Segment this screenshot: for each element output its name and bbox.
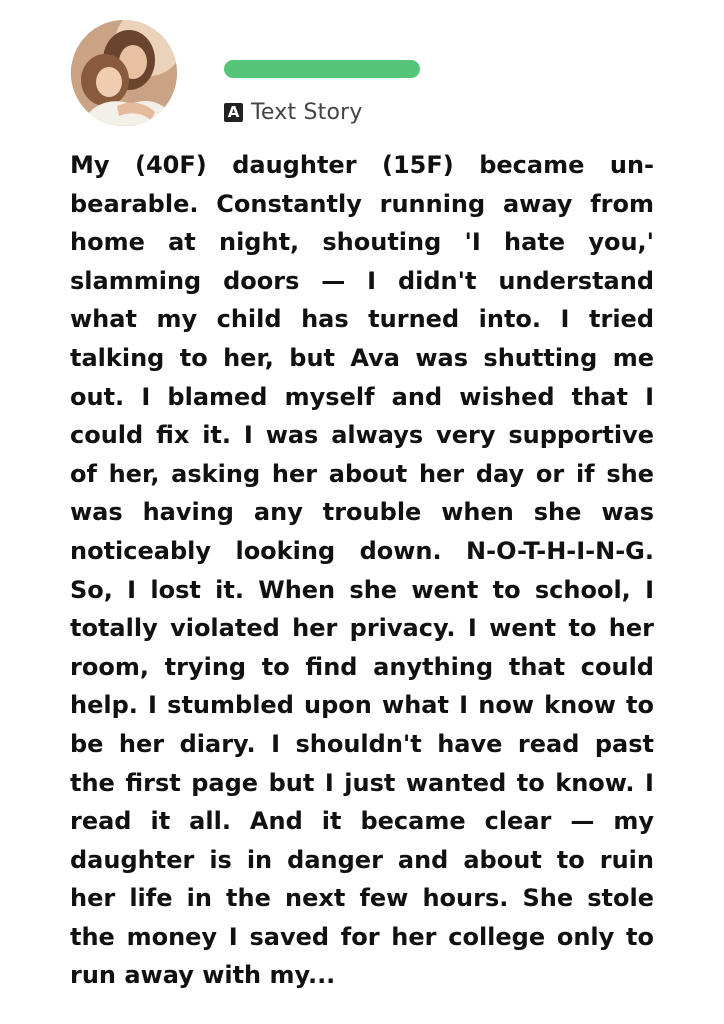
story-type-badge [224,98,363,126]
avatar[interactable] [71,20,177,126]
story-text: My (40F) daughter (15F) became un-bearable. Constantly running away from home at night, shouting 'I hate you,' slamming doors — I didn't understand what my child has turned into. I tried talking to her, but Ava was shutting me out. I blamed myself and wished that I could fix it. I was always very supportive of her, asking her about her day or if she was having any trouble when she was noticeably looking down. N-O-T-H-I-N-G. So, I lost it. When she went to school, I totally violated her privacy. I went to her room, trying to find anything that could help. I stumbled upon what I now know to be her diary. I shouldn't have read past the first page but I just wanted to know. I read it all. And it became clear — my daughter is in danger and about to ruin her life in the next few hours. She stole the money I saved for her college only to run away with my... [70,151,654,990]
avatar-photo [71,20,177,126]
story-header [0,0,724,140]
letter-a-icon: A [224,103,243,122]
author-name-redaction [224,60,420,78]
badge-label: Text Story [251,99,363,125]
